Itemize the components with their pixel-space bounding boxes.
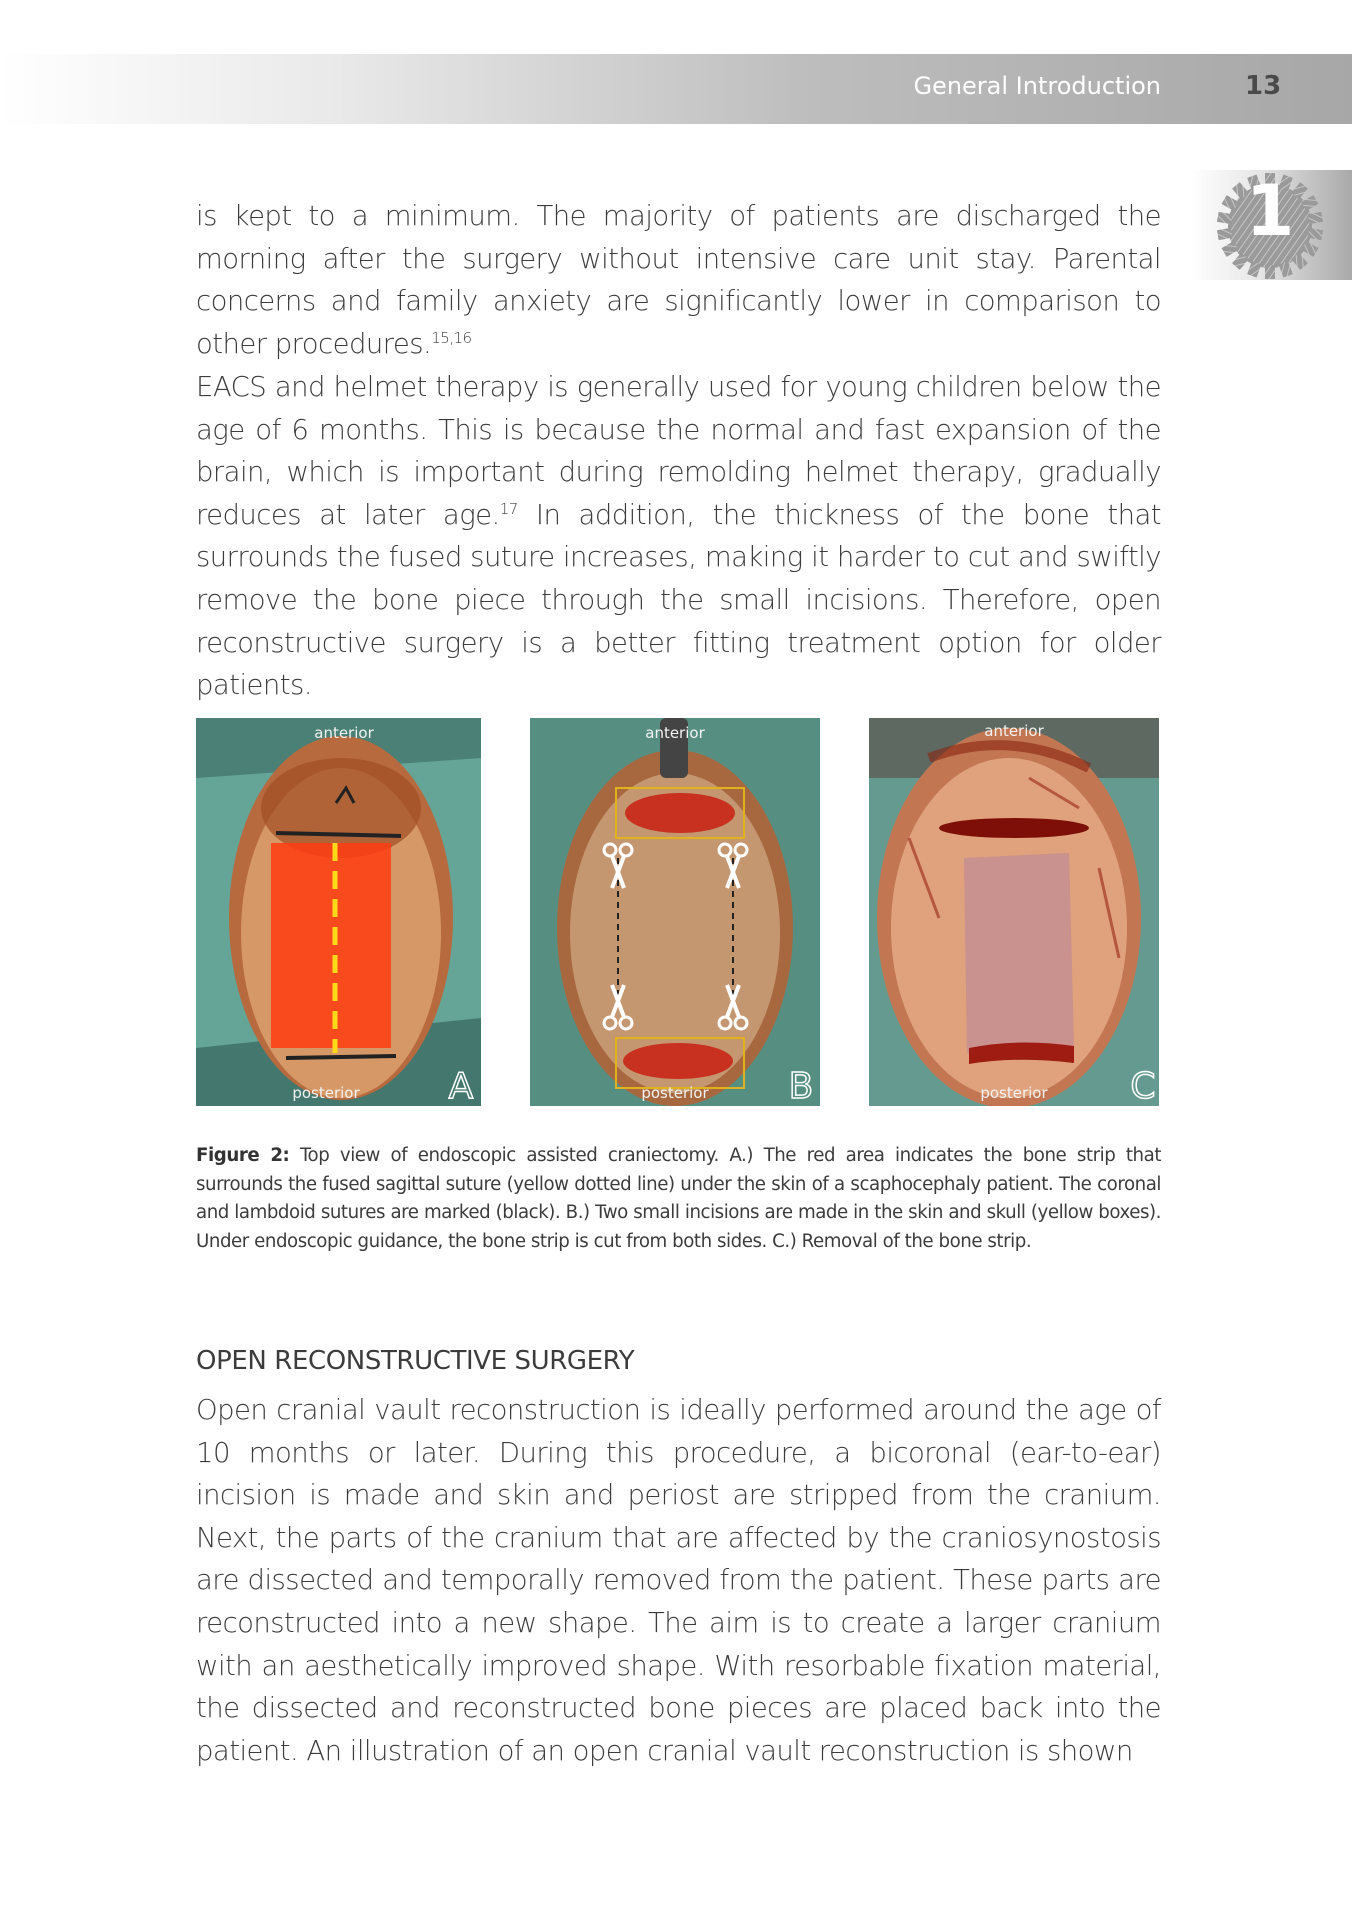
photo-panel-b bbox=[530, 718, 820, 1106]
figure-panel-b bbox=[530, 718, 820, 1106]
figure-caption-text: Top view of endoscopic assisted craniectomy. A.) The red area indicates the bone strip that surrounds the fused sagittal suture (yellow dotted line) under the skin of a scaphocephaly patient. The coronal and lambdoid sutures are marked (black). B.) Two small incisions are made in the skin and skull (yellow boxes). Under endoscopic guidance, the bone strip is cut from both sides. C.) Removal of the bone strip. bbox=[196, 1145, 1162, 1252]
photo-panel-a bbox=[196, 718, 481, 1106]
anterior-label: anterior bbox=[314, 724, 374, 742]
paragraph-text: EACS and helmet therapy is generally used for young children below the age of 6 months. This is because the normal and fast expansion of the brain, which is important during remolding helmet therapy, gradually reduces at later age. bbox=[196, 371, 1161, 531]
figure-caption bbox=[196, 1142, 1161, 1256]
paragraph-text: In addition, the thickness of the bone that surrounds the fused suture increases, making it harder to cut and swiftly remove the bone piece through the small incisions. Therefore, open reconstructive surgery is a better fitting treatment option for older patients. bbox=[196, 498, 1161, 702]
anterior-label: anterior bbox=[645, 724, 705, 742]
reference-superscript: 15,16 bbox=[431, 328, 472, 347]
running-header-title: General Introduction bbox=[913, 72, 1161, 100]
paragraph bbox=[196, 195, 1161, 365]
page-number: 13 bbox=[1245, 71, 1282, 101]
section-heading: OPEN RECONSTRUCTIVE SURGERY bbox=[196, 1346, 635, 1376]
posterior-label: posterior bbox=[641, 1084, 709, 1102]
figure-panel-c bbox=[869, 718, 1159, 1106]
paragraph-text: Open cranial vault reconstruction is ideally performed around the age of 10 months or later. During this procedure, a bicoronal (ear-to-ear) incision is made and skin and periost are stripped from the cranium. Next, the parts of the cranium that are affected by the craniosynostosis are dissected and temporally removed from the patient. These parts are reconstructed into a new shape. The aim is to create a larger cranium with an aesthetically improved shape. With resorbable fixation material, the dissected and reconstructed bone pieces are placed back into the patient. An illustration of an open cranial vault reconstruction is shown bbox=[196, 1394, 1161, 1767]
figure-caption-label: Figure 2: bbox=[196, 1145, 290, 1166]
posterior-label: posterior bbox=[292, 1084, 360, 1102]
panel-letter: C bbox=[1130, 1066, 1156, 1106]
panel-letter: A bbox=[448, 1066, 474, 1106]
anterior-label: anterior bbox=[984, 722, 1044, 740]
photo-panel-c bbox=[869, 718, 1159, 1106]
paragraph-text: is kept to a minimum. The majority of patients are discharged the morning after the surgery without intensive care unit stay. Parental concerns and family anxiety are significantly lower in comparison to other procedures. bbox=[196, 200, 1161, 360]
posterior-label: posterior bbox=[980, 1084, 1048, 1102]
panel-letter: B bbox=[788, 1066, 814, 1106]
figure-panel-a bbox=[196, 718, 481, 1106]
chapter-number: 1 bbox=[1245, 170, 1295, 252]
paragraph bbox=[196, 366, 1161, 707]
paragraph bbox=[196, 1389, 1161, 1772]
reference-superscript: 17 bbox=[499, 499, 518, 518]
